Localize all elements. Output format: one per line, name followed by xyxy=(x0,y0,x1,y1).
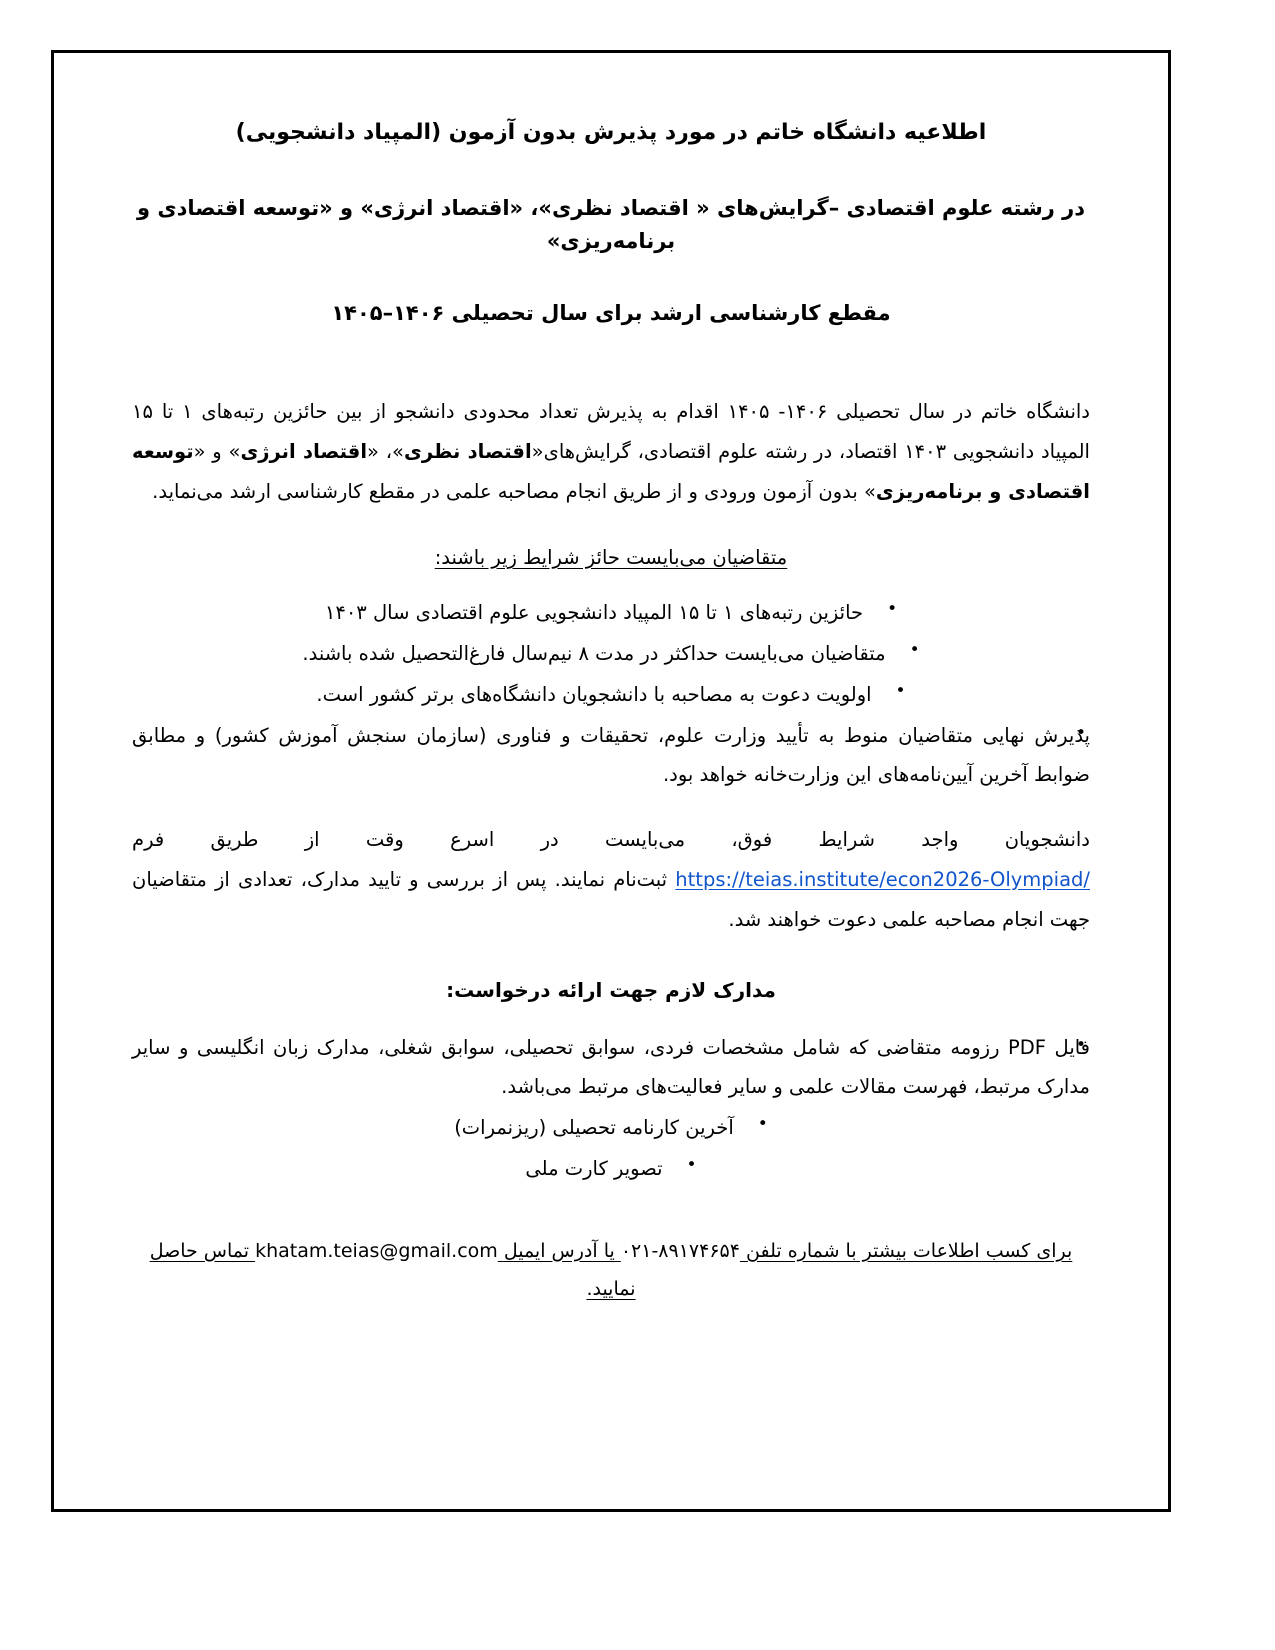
conditions-heading xyxy=(132,538,1090,577)
registration-text-before-link: دانشجویان واجد شرایط فوق، می‌بایست در اسرع وقت از طریق فرم xyxy=(132,827,1090,851)
page-title-line-3: مقطع کارشناسی ارشد برای سال تحصیلی ۱۴۰۶–۱۴۰۵ xyxy=(331,301,891,326)
intro-text-part-2: »، « xyxy=(367,439,404,463)
list-item xyxy=(132,634,1090,673)
list-item xyxy=(132,1149,1090,1188)
intro-text-part-4: » بدون آزمون ورودی و از طریق انجام مصاحبه علمی در مقطع کارشناسی ارشد می‌نماید. xyxy=(152,479,876,503)
documents-list xyxy=(132,1028,1090,1188)
document-item-1-prefix: فایل xyxy=(1054,1035,1091,1059)
document-item-3-text: • تصویر کارت ملی xyxy=(525,1149,696,1188)
page-title-line-2: در رشته علوم اقتصادی –گرایش‌های « اقتصاد نظری»، «اقتصاد انرژی» و «توسعه اقتصادی و برنامه‌ریزی» xyxy=(136,196,1085,253)
documents-heading-text: مدارک لازم جهت ارائه درخواست: xyxy=(446,977,776,1002)
conditions-list xyxy=(132,593,1090,794)
contact-footer xyxy=(132,1232,1090,1308)
conditions-heading-text: متقاضیان می‌بایست حائز شرایط زیر باشند: xyxy=(434,545,788,569)
document-item-1-text: رزومه متقاضی که شامل مشخصات فردی، سوابق تحصیلی، سوابق شغلی، مدارک زبان انگلیسی و سایر مدارک مرتبط، فهرست مقالات علمی و سایر فعالیت‌های مرتبط می‌باشد. xyxy=(132,1035,1090,1098)
intro-text-part-1: دانشگاه خاتم در سال تحصیلی ۱۴۰۶- ۱۴۰۵ اقدام به پذیرش تعداد محدودی دانشجو از بین حائزین رتبه‌های ۱ تا ۱۵ المپیاد دانشجویی ۱۴۰۳ اقتصاد، در رشته علوم اقتصادی، گرایش‌های« xyxy=(132,399,1090,463)
spacer xyxy=(132,796,1090,820)
document-item-1-format: PDF xyxy=(1008,1035,1047,1059)
document-page xyxy=(51,50,1171,1512)
page-title-line-1: اطلاعیه دانشگاه خاتم در مورد پذیرش بدون آزمون (المپیاد دانشجویی) xyxy=(235,120,987,145)
intro-paragraph xyxy=(132,392,1090,512)
contact-phone-number: ۰۲۱-۸۹۱۷۴۶۵۴ xyxy=(620,1239,740,1262)
registration-paragraph xyxy=(132,820,1090,940)
condition-item-4: پذیرش نهایی متقاضیان منوط به تأیید وزارت علوم، تحقیقات و فناوری (سازمان سنجش آموزش کشور) و مطابق ضوابط آخرین آیین‌نامه‌های این وزارت‌خانه خواهد بود. xyxy=(132,723,1090,786)
title-block xyxy=(132,98,1090,330)
condition-item-3: • اولویت دعوت به مصاحبه با دانشجویان دانشگاه‌های برتر کشور است. xyxy=(316,675,905,714)
list-item xyxy=(132,1028,1090,1106)
contact-email-address: khatam.teias@gmail.com xyxy=(255,1239,498,1262)
contact-text-before-phone: برای کسب اطلاعات بیشتر با شماره تلفن xyxy=(746,1239,1073,1262)
list-item xyxy=(132,675,1090,714)
registration-form-link[interactable]: https://teias.institute/econ2026-Olympiad/ xyxy=(675,867,1090,891)
document-item-2-text: • آخرین کارنامه تحصیلی (ریزنمرات) xyxy=(454,1108,768,1147)
condition-item-1: • حائزین رتبه‌های ۱ تا ۱۵ المپیاد دانشجویی علوم اقتصادی سال ۱۴۰۳ xyxy=(325,593,897,632)
condition-item-2: • متقاضیان می‌بایست حداکثر در مدت ۸ نیم‌سال فارغ‌التحصیل شده باشند. xyxy=(302,634,919,673)
list-item xyxy=(132,593,1090,632)
intro-bold-field-1: اقتصاد نظری xyxy=(403,439,532,463)
document-content xyxy=(54,53,1168,1509)
list-item xyxy=(132,1108,1090,1147)
intro-bold-field-2: اقتصاد انرژی xyxy=(240,439,368,463)
contact-text-middle: یا آدرس ایمیل xyxy=(503,1239,615,1262)
contact-text-after-email: تماس حاصل نمایید. xyxy=(149,1239,636,1300)
intro-text-part-3: » و « xyxy=(193,439,241,463)
documents-heading xyxy=(132,970,1090,1010)
registration-text-after-link: ثبت‌نام نمایند. پس از بررسی و تایید مدارک، تعدادی از متقاضیان جهت انجام مصاحبه علمی دعوت خواهند شد. xyxy=(132,867,1090,931)
list-item xyxy=(132,716,1090,794)
intro-bold-field-3: توسعه اقتصادی و برنامه‌ریزی xyxy=(132,439,1090,503)
